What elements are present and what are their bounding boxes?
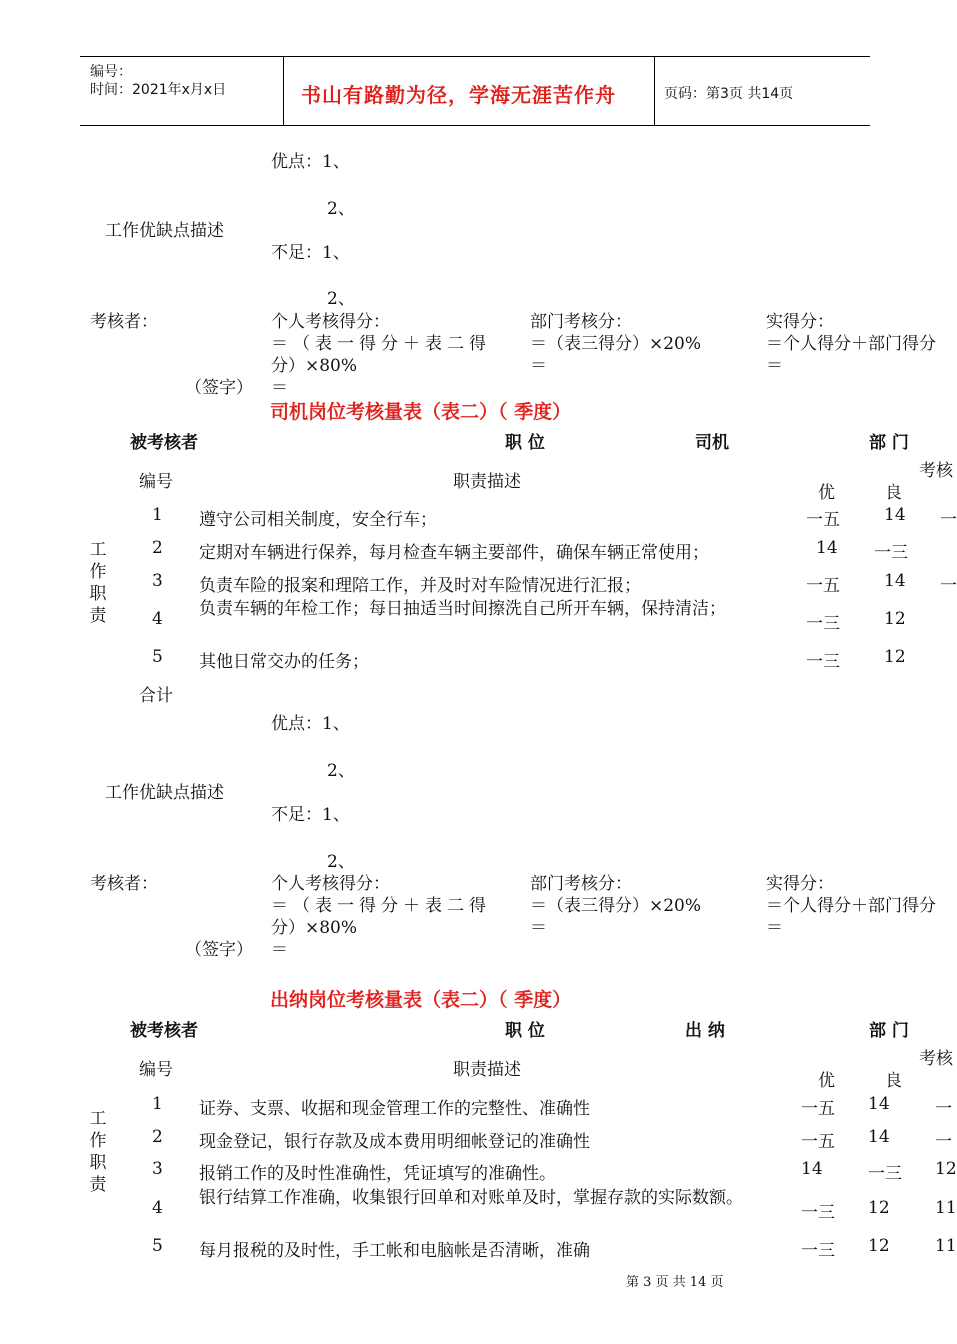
description-column-header: 职责描述 xyxy=(453,1060,521,1080)
position-label: 职 位 xyxy=(505,433,545,453)
row-score-next: 11 xyxy=(935,1236,957,1256)
weaknesses-item-2: 2、 xyxy=(327,289,355,309)
row-score-excellent: 一三 xyxy=(801,1203,835,1223)
assessed-person-label: 被考核者 xyxy=(130,1021,198,1041)
position-label: 职 位 xyxy=(505,1021,545,1041)
doc-number-label: 编号： xyxy=(90,64,132,80)
department-label: 部 门 xyxy=(869,1021,909,1041)
dept-score-label: 部门考核分： xyxy=(530,312,632,332)
row-score-next: 一 xyxy=(935,1132,952,1152)
personal-score-formula: ＝（表一得分＋表二得 xyxy=(271,896,491,916)
signature-label: （签字） xyxy=(185,378,253,398)
row-number: 5 xyxy=(152,647,163,667)
work-evaluation-label: 工作优缺点描述 xyxy=(105,783,224,803)
row-score-good: 14 xyxy=(884,505,906,525)
row-description: 负责车辆的年检工作；每日抽适当时间擦洗自己所开车辆，保持清洁； xyxy=(199,599,726,619)
personal-score-equals: ＝ xyxy=(271,378,288,398)
row-score-good: 12 xyxy=(868,1236,890,1256)
row-number: 3 xyxy=(152,1159,163,1179)
row-description: 现金登记，银行存款及成本费用明细帐登记的准确性 xyxy=(199,1132,590,1152)
work-evaluation-label: 工作优缺点描述 xyxy=(105,221,224,241)
driver-table-title: 司机岗位考核量表（表二）（ 季度） xyxy=(270,401,572,423)
row-description: 遵守公司相关制度，安全行车； xyxy=(199,510,437,530)
doc-time-label: 时间：2021年x月x日 xyxy=(90,82,227,98)
excellent-column-header: 优 xyxy=(818,1071,835,1091)
row-description: 定期对车辆进行保养，每月检查车辆主要部件，确保车辆正常使用； xyxy=(199,543,709,563)
row-score-excellent: 14 xyxy=(801,1159,823,1179)
dept-score-equals: ＝ xyxy=(530,356,547,376)
row-score-good: 一三 xyxy=(874,543,908,563)
header-motto: 书山有路勤为径，学海无涯苦作舟 xyxy=(301,83,616,107)
page-indicator: 页码：第3页 共14页 xyxy=(664,86,794,102)
department-label: 部 门 xyxy=(869,433,909,453)
row-description: 报销工作的及时性准确性，凭证填写的准确性。 xyxy=(199,1164,556,1184)
row-score-excellent: 一三 xyxy=(806,614,840,634)
row-description: 负责车险的报案和理陪工作，并及时对车险情况进行汇报； xyxy=(199,576,641,596)
row-number: 1 xyxy=(152,505,163,525)
actual-score-formula: ＝个人得分＋部门得分 xyxy=(766,334,936,354)
row-score-next: 一 xyxy=(940,510,957,530)
row-score-excellent: 一五 xyxy=(806,576,840,596)
row-score-excellent: 一三 xyxy=(801,1241,835,1261)
work-duties-side-label: 工作职责 xyxy=(89,1109,107,1195)
row-score-good: 一三 xyxy=(868,1164,902,1184)
number-column-header: 编号 xyxy=(139,472,173,492)
personal-score-label: 个人考核得分： xyxy=(271,874,390,894)
dept-score-formula: ＝（表三得分）×20% xyxy=(530,896,702,916)
good-column-header: 良 xyxy=(885,483,902,503)
personal-score-label: 个人考核得分： xyxy=(271,312,390,332)
header-divider-right xyxy=(654,57,655,125)
row-score-good: 14 xyxy=(884,571,906,591)
row-description: 每月报税的及时性，手工帐和电脑帐是否清晰，准确 xyxy=(199,1241,590,1261)
position-value: 司机 xyxy=(695,433,729,453)
dept-score-label: 部门考核分： xyxy=(530,874,632,894)
strengths-item-2: 2、 xyxy=(327,199,355,219)
row-number: 4 xyxy=(152,1198,163,1218)
cashier-table-title: 出纳岗位考核量表（表二）（ 季度） xyxy=(270,989,572,1011)
actual-score-formula: ＝个人得分＋部门得分 xyxy=(766,896,936,916)
personal-score-formula-cont: 分）×80% xyxy=(271,356,358,376)
total-row-label: 合计 xyxy=(139,686,173,706)
row-score-next: 12 xyxy=(935,1159,957,1179)
excellent-column-header: 优 xyxy=(818,483,835,503)
dept-score-formula: ＝（表三得分）×20% xyxy=(530,334,702,354)
work-duties-side-label: 工作职责 xyxy=(89,540,107,626)
row-score-excellent: 一五 xyxy=(801,1099,835,1119)
row-number: 1 xyxy=(152,1094,163,1114)
weaknesses-label: 不足：1、 xyxy=(271,805,350,825)
dept-score-equals: ＝ xyxy=(530,918,547,938)
assessor-label: 考核者： xyxy=(90,312,158,332)
row-score-good: 14 xyxy=(868,1127,890,1147)
personal-score-equals: ＝ xyxy=(271,940,288,960)
weaknesses-item-2: 2、 xyxy=(327,852,355,872)
row-score-good: 14 xyxy=(868,1094,890,1114)
row-score-good: 12 xyxy=(884,609,906,629)
position-value: 出 纳 xyxy=(685,1021,725,1041)
row-number: 4 xyxy=(152,609,163,629)
row-score-next: 一 xyxy=(935,1099,952,1119)
assessor-label: 考核者： xyxy=(90,874,158,894)
actual-score-label: 实得分： xyxy=(766,312,834,332)
actual-score-label: 实得分： xyxy=(766,874,834,894)
page-header xyxy=(80,56,870,126)
row-score-excellent: 一三 xyxy=(806,652,840,672)
assessed-person-label: 被考核者 xyxy=(130,433,198,453)
row-score-good: 12 xyxy=(884,647,906,667)
row-description: 证券、支票、收据和现金管理工作的完整性、准确性 xyxy=(199,1099,590,1119)
actual-score-equals: ＝ xyxy=(766,356,783,376)
row-number: 3 xyxy=(152,571,163,591)
row-score-next: 11 xyxy=(935,1198,957,1218)
row-description: 银行结算工作准确，收集银行回单和对账单及时，掌握存款的实际数额。 xyxy=(199,1188,743,1208)
strengths-label: 优点：1、 xyxy=(271,152,350,172)
header-divider-left xyxy=(283,57,284,125)
personal-score-formula: ＝（表一得分＋表二得 xyxy=(271,334,491,354)
signature-label: （签字） xyxy=(185,940,253,960)
row-score-excellent: 一五 xyxy=(806,510,840,530)
row-number: 2 xyxy=(152,1127,163,1147)
page-footer: 第 3 页 共 14 页 xyxy=(626,1275,724,1290)
row-score-next: 一 xyxy=(940,576,957,596)
personal-score-formula-cont: 分）×80% xyxy=(271,918,358,938)
row-score-excellent: 一五 xyxy=(801,1132,835,1152)
row-score-good: 12 xyxy=(868,1198,890,1218)
actual-score-equals: ＝ xyxy=(766,918,783,938)
row-number: 5 xyxy=(152,1236,163,1256)
good-column-header: 良 xyxy=(885,1071,902,1091)
assess-column-header: 考核 xyxy=(919,1049,953,1069)
description-column-header: 职责描述 xyxy=(453,472,521,492)
weaknesses-label: 不足：1、 xyxy=(271,243,350,263)
strengths-item-2: 2、 xyxy=(327,761,355,781)
row-score-excellent: 14 xyxy=(816,538,838,558)
row-number: 2 xyxy=(152,538,163,558)
row-description: 其他日常交办的任务； xyxy=(199,652,369,672)
number-column-header: 编号 xyxy=(139,1060,173,1080)
strengths-label: 优点：1、 xyxy=(271,714,350,734)
assess-column-header: 考核 xyxy=(919,461,953,481)
